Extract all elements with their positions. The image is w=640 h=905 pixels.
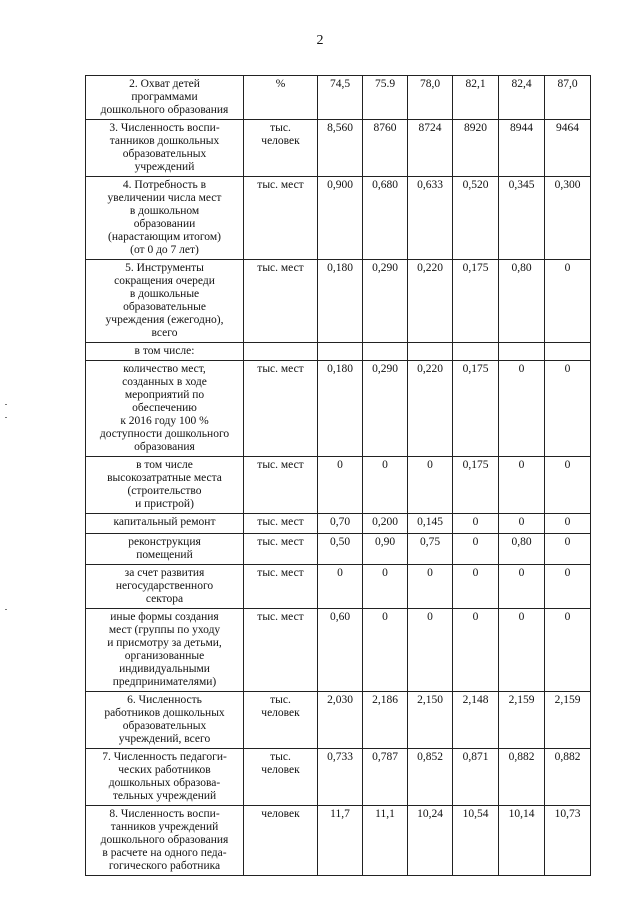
indicator-cell: в том числе высокозатратные места (строительство и пристрой) (86, 457, 244, 514)
indicator-cell: за счет развития негосударственного сектора (86, 565, 244, 609)
indicator-cell: капитальный ремонт (86, 514, 244, 534)
value-cell: 0,50 (318, 534, 363, 565)
unit-cell: тыс. мест (244, 609, 318, 692)
value-cell: 75.9 (363, 76, 408, 120)
value-cell: 2,186 (363, 692, 408, 749)
table-row (86, 120, 591, 177)
value-cell: 0,345 (499, 177, 545, 260)
indicator-cell: реконструкция помещений (86, 534, 244, 565)
value-cell: 8724 (408, 120, 453, 177)
value-cell: 2,159 (499, 692, 545, 749)
page-number: 2 (316, 33, 324, 48)
empty-cell (408, 343, 453, 361)
value-cell: 0,290 (363, 260, 408, 343)
unit-cell: тыс. мест (244, 457, 318, 514)
value-cell: 82,1 (453, 76, 499, 120)
value-cell: 82,4 (499, 76, 545, 120)
table-row (86, 806, 591, 876)
table-row (86, 609, 591, 692)
table-row (86, 692, 591, 749)
indicator-cell: 7. Численность педагоги- ческих работников дошкольных образова- тельных учреждений (86, 749, 244, 806)
value-cell: 10,24 (408, 806, 453, 876)
value-cell: 0 (545, 457, 591, 514)
value-cell: 0 (499, 361, 545, 457)
value-cell: 0,882 (545, 749, 591, 806)
value-cell: 0 (363, 565, 408, 609)
empty-cell (453, 343, 499, 361)
indicator-cell: 5. Инструменты сокращения очереди в дошкольные образовательные учреждения (ежегодно), всего (86, 260, 244, 343)
indicator-cell: 2. Охват детей программами дошкольного образования (86, 76, 244, 120)
indicator-cell: 6. Численность работников дошкольных образовательных учреждений, всего (86, 692, 244, 749)
unit-cell: тыс. человек (244, 692, 318, 749)
unit-cell: тыс. мест (244, 565, 318, 609)
unit-cell: тыс. мест (244, 177, 318, 260)
value-cell: 0,145 (408, 514, 453, 534)
unit-cell: тыс. мест (244, 260, 318, 343)
unit-cell: тыс. человек (244, 749, 318, 806)
value-cell: 0 (408, 609, 453, 692)
indicators-table (85, 75, 591, 876)
value-cell: 0 (545, 361, 591, 457)
value-cell: 0,220 (408, 361, 453, 457)
value-cell: 0 (499, 609, 545, 692)
value-cell: 0 (453, 609, 499, 692)
value-cell: 0 (453, 534, 499, 565)
value-cell: 0 (408, 565, 453, 609)
unit-cell: % (244, 76, 318, 120)
value-cell: 0,175 (453, 361, 499, 457)
value-cell: 9464 (545, 120, 591, 177)
indicator-cell: количество мест, созданных в ходе мероприятий по обеспечению к 2016 году 100 % доступности дошкольного образования (86, 361, 244, 457)
scan-mark (5, 417, 7, 418)
value-cell: 0,180 (318, 260, 363, 343)
value-cell: 0 (363, 457, 408, 514)
value-cell: 0,80 (499, 534, 545, 565)
unit-cell: тыс. мест (244, 514, 318, 534)
value-cell: 0 (318, 457, 363, 514)
empty-cell (318, 343, 363, 361)
unit-cell: человек (244, 806, 318, 876)
value-cell: 11,7 (318, 806, 363, 876)
value-cell: 0 (453, 514, 499, 534)
value-cell: 0,175 (453, 457, 499, 514)
value-cell: 0,680 (363, 177, 408, 260)
value-cell: 0 (363, 609, 408, 692)
value-cell: 78,0 (408, 76, 453, 120)
table-row (86, 749, 591, 806)
empty-cell (363, 343, 408, 361)
value-cell: 87,0 (545, 76, 591, 120)
indicator-cell: 3. Численность воспи- танников дошкольных образовательных учреждений (86, 120, 244, 177)
value-cell: 0,75 (408, 534, 453, 565)
value-cell: 0,520 (453, 177, 499, 260)
value-cell: 0,175 (453, 260, 499, 343)
value-cell: 0,90 (363, 534, 408, 565)
value-cell: 0 (453, 565, 499, 609)
value-cell: 0,733 (318, 749, 363, 806)
value-cell: 8944 (499, 120, 545, 177)
value-cell: 0 (545, 514, 591, 534)
subheader-cell: в том числе: (86, 343, 244, 361)
table-row (86, 565, 591, 609)
value-cell: 0,871 (453, 749, 499, 806)
value-cell: 0,900 (318, 177, 363, 260)
value-cell: 8760 (363, 120, 408, 177)
indicator-cell: 4. Потребность в увеличении числа мест в дошкольном образовании (нарастающим итогом) (от 0 до 7 лет) (86, 177, 244, 260)
value-cell: 0,80 (499, 260, 545, 343)
value-cell: 11,1 (363, 806, 408, 876)
value-cell: 8,560 (318, 120, 363, 177)
value-cell: 10,54 (453, 806, 499, 876)
value-cell: 8920 (453, 120, 499, 177)
value-cell: 0,633 (408, 177, 453, 260)
empty-cell (499, 343, 545, 361)
value-cell: 0 (408, 457, 453, 514)
scan-mark (5, 404, 7, 405)
value-cell: 0 (545, 609, 591, 692)
value-cell: 0 (318, 565, 363, 609)
value-cell: 0 (499, 457, 545, 514)
value-cell: 0,787 (363, 749, 408, 806)
table-row (86, 76, 591, 120)
empty-cell (545, 343, 591, 361)
value-cell: 0,70 (318, 514, 363, 534)
value-cell: 0,300 (545, 177, 591, 260)
value-cell: 0,220 (408, 260, 453, 343)
value-cell: 0,290 (363, 361, 408, 457)
unit-cell: тыс. мест (244, 361, 318, 457)
table-row (86, 361, 591, 457)
table-row (86, 343, 591, 361)
empty-cell (244, 343, 318, 361)
value-cell: 2,150 (408, 692, 453, 749)
unit-cell: тыс. человек (244, 120, 318, 177)
value-cell: 2,148 (453, 692, 499, 749)
value-cell: 0,882 (499, 749, 545, 806)
unit-cell: тыс. мест (244, 534, 318, 565)
value-cell: 2,030 (318, 692, 363, 749)
value-cell: 0 (499, 514, 545, 534)
value-cell: 0 (545, 260, 591, 343)
value-cell: 0,180 (318, 361, 363, 457)
value-cell: 0,852 (408, 749, 453, 806)
value-cell: 0,200 (363, 514, 408, 534)
value-cell: 0 (545, 534, 591, 565)
indicator-cell: иные формы создания мест (группы по уходу и присмотру за детьми, организованные индивидуальными предпринимателями) (86, 609, 244, 692)
table-row (86, 514, 591, 534)
value-cell: 0 (545, 565, 591, 609)
table-row (86, 260, 591, 343)
indicator-cell: 8. Численность воспи- танников учреждений дошкольного образования в расчете на одного педа- гогического работника (86, 806, 244, 876)
table-row (86, 534, 591, 565)
value-cell: 74,5 (318, 76, 363, 120)
table-row (86, 457, 591, 514)
value-cell: 2,159 (545, 692, 591, 749)
scan-mark (5, 609, 7, 610)
value-cell: 0,60 (318, 609, 363, 692)
table-row (86, 177, 591, 260)
value-cell: 10,73 (545, 806, 591, 876)
value-cell: 10,14 (499, 806, 545, 876)
value-cell: 0 (499, 565, 545, 609)
